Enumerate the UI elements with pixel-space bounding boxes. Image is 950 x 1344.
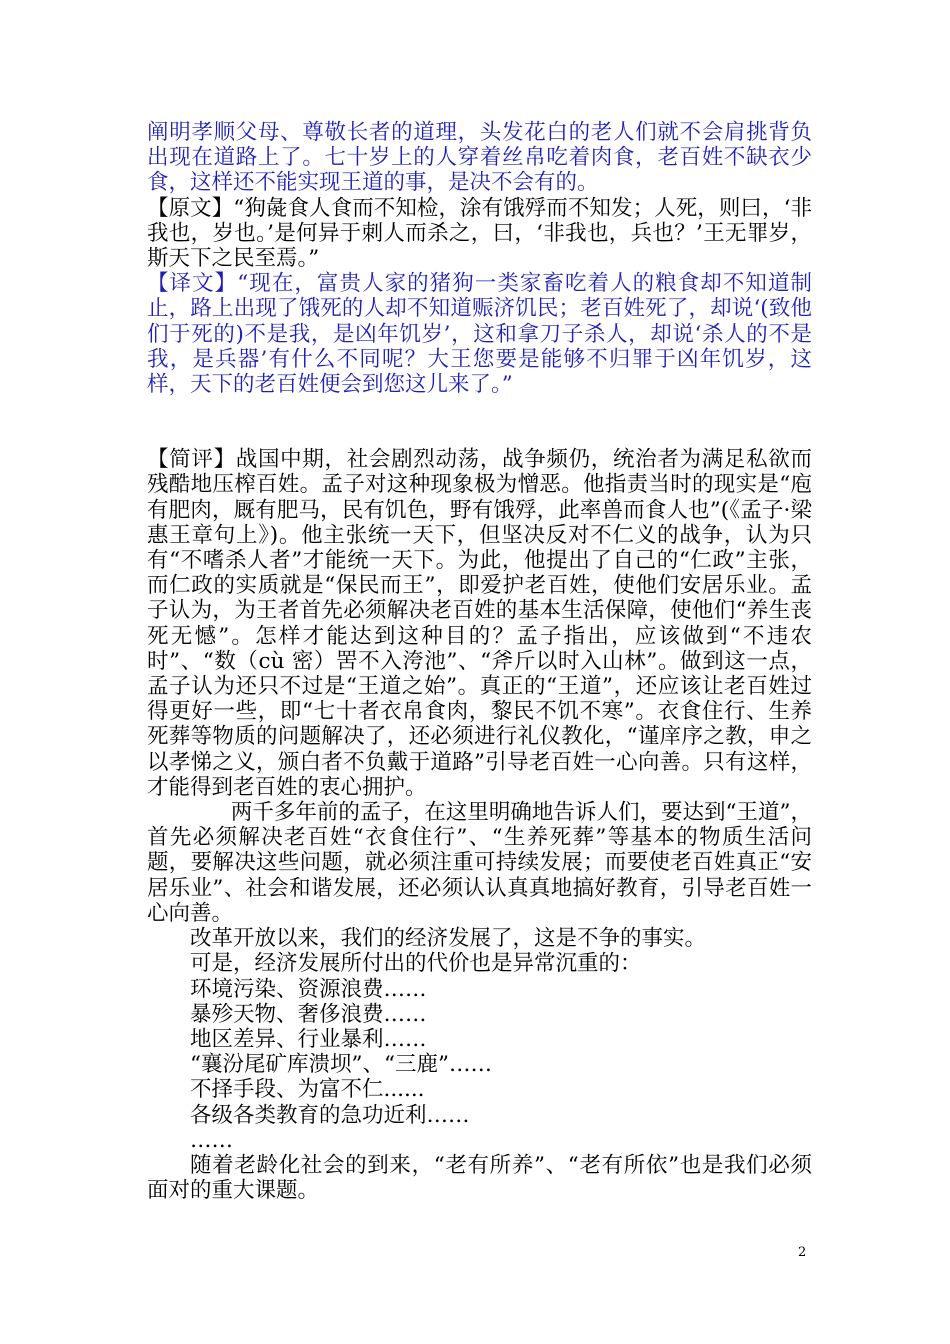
commentary-label: 【简评】 (147, 447, 236, 473)
list-item: 地区差异、行业暴利…… (190, 1026, 427, 1052)
list-item: 不择手段、为富不仁...... (190, 1077, 425, 1103)
section-spacer (147, 397, 812, 447)
translation-label: 【译文】 (147, 271, 238, 297)
list-item: “襄汾尾矿库溃坝”、“三鹿”…… (190, 1052, 492, 1078)
commentary-paragraph (147, 447, 812, 800)
mencius-paragraph: 两千多年前的孟子，在这里明确地告诉人们，要达到“王道”，首先必须解决老百姓“衣食住行”、“生养死葬”等基本的物质生活问题，要解决这些问题，就必须注重可持续发展；而要使老百姓真正“安居乐业”、社会和谐发展，还必须认认真真地搞好教育，引导老百姓一心向善。 (147, 800, 812, 926)
translation-text: “现在，富贵人家的猪狗一类家畜吃着人的粮食却不知道制止，路上出现了饿死的人却不知道赈济饥民；老百姓死了，却说‘(致他们于死的)不是我，是凶年饥岁’，这和拿刀子杀人，却说‘杀人的不是我，是兵器’有什么不同呢？大王您要是能够不归罪于凶年饥岁，这样，天下的老百姓便会到您这儿来了。” (147, 271, 812, 398)
translation-continued-text: 阐明孝顺父母、尊敬长者的道理，头发花白的老人们就不会肩挑背负出现在道路上了。七十岁上的人穿着丝帛吃着肉食，老百姓不缺衣少食，这样还不能实现王道的事，是决不会有的。 (147, 120, 812, 196)
original-text-paragraph (147, 196, 812, 272)
translation-continued-paragraph (147, 120, 812, 196)
list-item: 各级各类教育的急功近利…… (190, 1102, 470, 1128)
page-number: 2 (798, 1245, 807, 1260)
cost-paragraph: 可是，经济发展所付出的代价也是异常沉重的： (190, 951, 642, 977)
commentary-text: 战国中期，社会剧烈动荡，战争频仍，统治者为满足私欲而残酷地压榨百姓。孟子对这种现象极为憎恶。他指责当时的现实是“庖有肥肉，厩有肥马，民有饥色，野有饿殍，此率兽而食人也”(《孟子·梁惠王章句上》)。他主张统一天下，但坚决反对不仁义的战争，认为只有“不嗜杀人者”才能统一天下。为此，他提出了自己的“仁政”主张，而仁政的实质就是“保民而王”，即爱护老百姓，使他们安居乐业。孟子认为，为王者首先必须解决老百姓的基本生活保障，使他们“养生丧死无憾”。怎样才能达到这种目的？孟子指出，应该做到“不违农时”、“数（cù 密）罟不入洿池”、“斧斤以时入山林”。做到这一点，孟子认为还只不过是“王道之始”。真正的“王道”，还应该让老百姓过得更好一些，即“七十者衣帛食肉，黎民不饥不寒”。衣食住行、生养死葬等物质的问题解决了，还必须进行礼仪教化，“谨庠序之教，申之以孝悌之义，颁白者不负戴于道路”引导老百姓一心向善。只有这样，才能得到老百姓的衷心拥护。 (147, 447, 812, 800)
page-content (147, 120, 812, 1203)
list-item: 暴殄天物、奢侈浪费…… (190, 1001, 427, 1027)
list-item: …… (190, 1127, 233, 1153)
aging-paragraph: 随着老龄化社会的到来，“老有所养”、“老有所依”也是我们必须面对的重大课题。 (147, 1152, 812, 1204)
original-text: “狗彘食人食而不知检，涂有饿殍而不知发；人死，则曰，‘非我也，岁也。’是何异于刺人而杀之，曰，‘非我也，兵也？’王无罪岁，斯天下之民至焉。” (147, 195, 812, 272)
list-item: 环境污染、资源浪费…… (190, 976, 427, 1002)
original-label: 【原文】 (147, 195, 234, 221)
translation-paragraph (147, 271, 812, 397)
reform-paragraph: 改革开放以来，我们的经济发展了，这是不争的事实。 (190, 926, 707, 952)
cost-list (147, 977, 812, 1153)
